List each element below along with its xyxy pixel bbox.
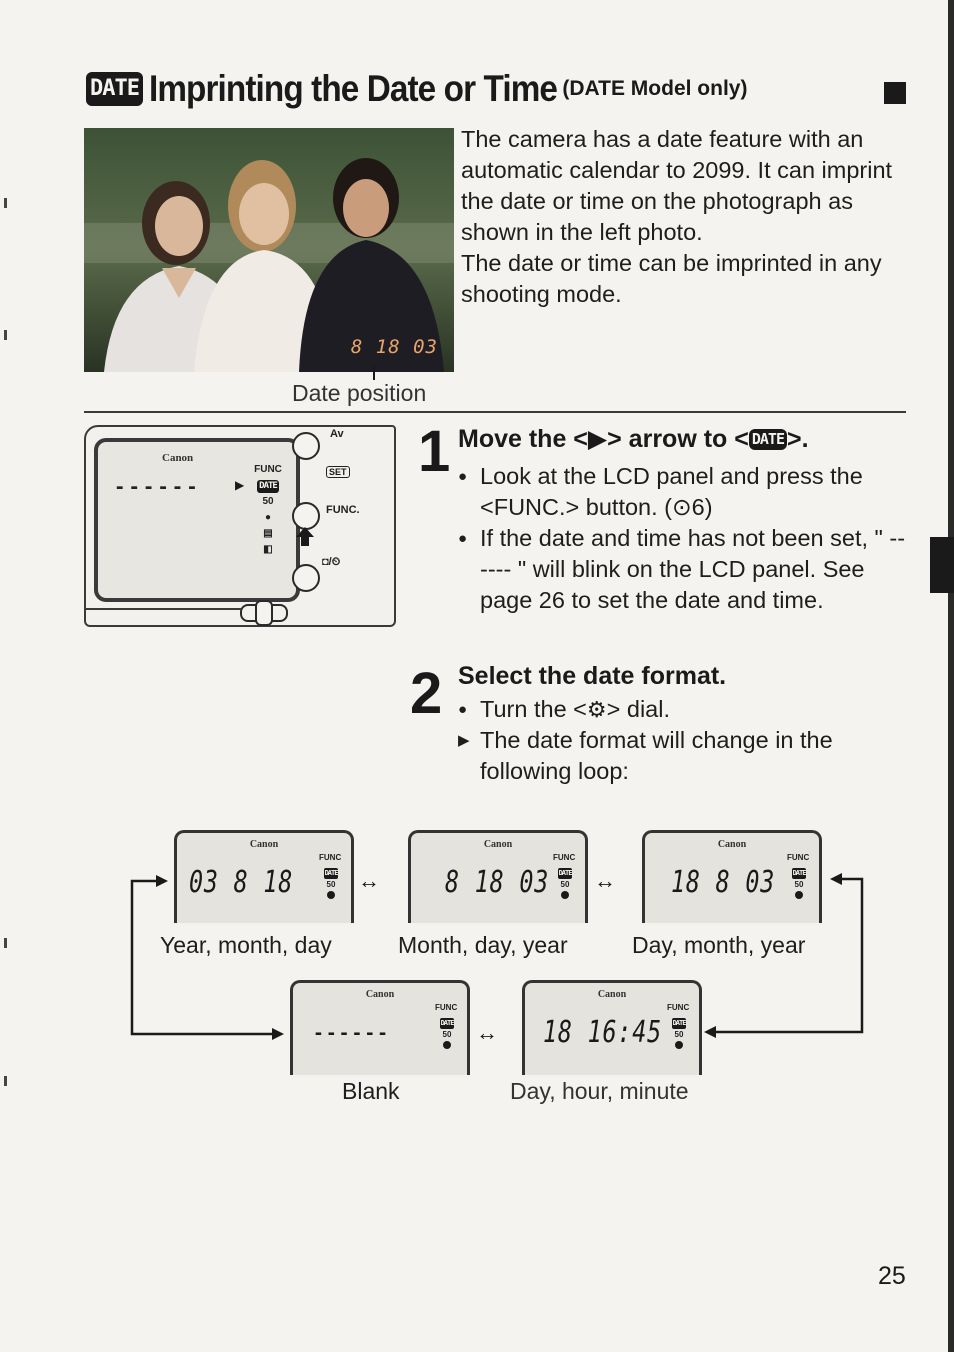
lcd-pointer-icon: ▶ (235, 478, 245, 492)
page-number: 25 (878, 1262, 906, 1290)
lcd-iso-label: 50 (442, 1030, 452, 1039)
right-arrow-icon: ▶ (587, 425, 608, 453)
lcd-date-icon: DATE (558, 869, 572, 877)
lcd-drive-icon: ◧ (263, 544, 273, 555)
step-1-title-text: Move the < (458, 425, 588, 453)
lcd-dot-icon (327, 891, 335, 899)
lcd-iso-label: 50 (326, 880, 336, 889)
lcd-brand-label: Canon (483, 839, 513, 850)
drive-button-label: ◘/⏲ (322, 556, 341, 568)
format-caption-dmy: Day, month, year (632, 932, 806, 958)
lcd-format-mdy (408, 830, 588, 923)
lcd-brand-label: Canon (249, 839, 279, 850)
lcd-dot-icon (795, 891, 803, 899)
format-caption-blank: Blank (342, 1078, 400, 1104)
camera-brand-label: Canon (162, 452, 194, 464)
step-1-title-text: >. (786, 425, 809, 453)
bullet-text: The date format will change in the following loop: (480, 727, 833, 784)
lcd-iso-label: 50 (794, 880, 804, 889)
lcd-display-value: ------ (313, 1023, 391, 1044)
set-button-label: SET (326, 466, 350, 478)
lcd-icon-column (669, 1017, 689, 1053)
date-mode-icon: DATE (749, 429, 787, 450)
bullet-text: If the date and time has not been set, " ------ " will blink on the LCD panel. See page 26 to set the date and time. (480, 525, 906, 613)
title-main: Imprinting the Date or Time (148, 68, 558, 109)
bullet-icon: ● (458, 530, 468, 547)
date-position-caption: Date position (292, 380, 427, 406)
lcd-format-dmy (642, 830, 822, 923)
lcd-display-value: 03 8 18 (189, 865, 294, 900)
lcd-format-dhm (522, 980, 702, 1075)
lcd-dot-icon: ● (264, 512, 272, 523)
format-caption-mdy: Month, day, year (398, 932, 568, 958)
title-sub: (DATE Model only) (562, 77, 748, 100)
lcd-func-label: FUNC (787, 853, 810, 862)
lcd-brand-label: Canon (717, 839, 747, 850)
lcd-func-label: FUNC (254, 464, 282, 475)
step-2-title: Select the date format. (458, 662, 727, 690)
loop-arrow-icon: ↔ (476, 1020, 498, 1045)
lcd-icon-column (789, 867, 809, 903)
bullet-icon: ● (458, 468, 468, 485)
lcd-date-icon: DATE (259, 481, 277, 491)
lcd-date-icon: DATE (672, 1019, 686, 1027)
lcd-func-label: FUNC (435, 1003, 458, 1012)
bullet-text: Look at the LCD panel and press the <FUNC.> button. (⊙6) (480, 463, 863, 520)
lcd-func-label: FUNC (553, 853, 576, 862)
bullet-text-part: Turn the < (480, 696, 587, 722)
lcd-icon-column (437, 1017, 457, 1053)
date-mode-icon: DATE (86, 72, 143, 106)
loop-arrow-icon: ↔ (594, 868, 616, 893)
lcd-mode-icon: ▤ (263, 528, 273, 539)
format-caption-ymd: Year, month, day (160, 932, 332, 958)
lcd-format-blank (290, 980, 470, 1075)
lcd-dot-icon (561, 891, 569, 899)
intro-paragraph-2: The date or time can be imprinted in any shooting mode. (461, 250, 882, 307)
lcd-icon-column (555, 867, 575, 903)
step-1-number: 1 (418, 419, 451, 484)
av-button-label: Av (330, 428, 344, 440)
func-button-label: FUNC. (326, 504, 360, 516)
step-2-number: 2 (410, 661, 443, 726)
main-dial-icon: ⚙ (586, 697, 607, 722)
lcd-display-value: 18 16:45 (543, 1015, 662, 1050)
bullet-icon: ● (458, 701, 468, 718)
lcd-dot-icon (443, 1041, 451, 1049)
lcd-date-icon: DATE (440, 1019, 454, 1027)
lcd-iso-label: 50 (560, 880, 570, 889)
format-caption-dhm: Day, hour, minute (510, 1078, 689, 1104)
lcd-func-label: FUNC (319, 853, 342, 862)
step-1-title-text: > arrow to < (607, 425, 749, 453)
lcd-date-icon: DATE (792, 869, 806, 877)
lcd-display-value: 8 18 03 (445, 865, 550, 900)
intro-paragraph-1: The camera has a date feature with an automatic calendar to 2099. It can imprint the date or time on the photograph as shown in the left photo. (461, 126, 893, 245)
lcd-brand-label: Canon (597, 989, 627, 1000)
lcd-dot-icon (675, 1041, 683, 1049)
lcd-display-value: 18 8 03 (671, 865, 776, 900)
lcd-format-ymd (174, 830, 354, 923)
photo-date-stamp: 8 18 03 (350, 336, 438, 358)
lcd-brand-label: Canon (365, 989, 395, 1000)
lcd-date-icon: DATE (324, 869, 338, 877)
lcd-icon-column (321, 867, 341, 903)
bullet-text-part: > dial. (606, 696, 671, 722)
lcd-iso-label: 50 (262, 496, 274, 507)
loop-arrow-icon: ↔ (358, 868, 380, 893)
lcd-iso-label: 50 (674, 1030, 684, 1039)
result-arrow-icon: ▶ (458, 732, 470, 749)
lcd-blank-dashes: ------ (114, 476, 201, 498)
lcd-func-label: FUNC (667, 1003, 690, 1012)
